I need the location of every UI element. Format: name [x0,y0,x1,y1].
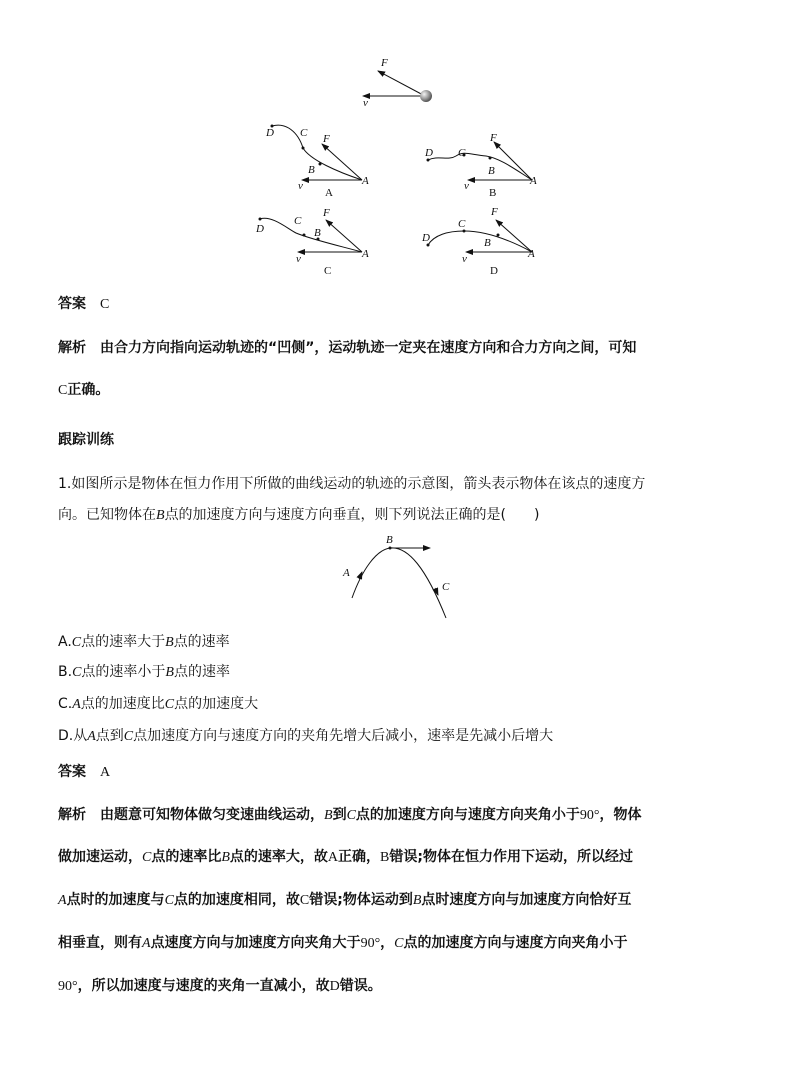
answer-value: A [100,765,111,780]
option-diagram-b [420,128,550,200]
trajectory [260,218,362,252]
point-b: B [386,534,393,546]
answer-label: 答案 [58,296,86,312]
point-a: A [343,567,350,579]
panel-caption: A [325,187,333,198]
force-label: F [490,132,497,144]
trajectory [352,548,446,618]
point-d: D [425,147,433,159]
analysis-2-line-2: 做加速运动，C点的速率比B点的速率大，故A正确，B错误;物体在恒力作用下运动，所以经过 [58,849,633,865]
panel-caption: C [324,265,332,277]
velocity-label: v [462,253,467,265]
option-b: B.C点的速率小于B点的速率 [58,664,230,680]
force-arrow [378,71,425,96]
point-d: D [266,127,274,139]
force-label: F [491,206,498,218]
section-title: 跟踪训练 [58,432,114,448]
point-c: C [294,215,302,227]
force-arrow [496,220,532,252]
trajectory-diagram [338,532,458,624]
velocity-label: v [298,180,303,192]
ball-force-diagram [355,55,445,110]
option-diagram-c [252,205,378,279]
force-arrow [322,144,362,180]
point-a: A [362,248,369,260]
panel-caption: B [489,187,497,199]
point-d: D [422,232,430,244]
option-diagram-a [258,118,378,198]
point-a: A [530,175,537,187]
trajectory [428,153,532,180]
trajectory [428,231,532,252]
point-b: B [314,227,321,239]
velocity-label: v [363,97,368,109]
answer-2 [58,762,110,783]
point-a: A [362,175,369,187]
analysis-2-line-1: 解析 由题意可知物体做匀变速曲线运动，B到C点的加速度方向与速度方向夹角小于90°，物体 [58,807,642,823]
force-label: F [381,57,388,69]
analysis-1-line-2: C正确。 [58,382,110,398]
velocity-label: v [296,253,301,265]
option-c: C.A点的加速度比C点的加速度大 [58,696,259,712]
analysis-label: 解析 [58,340,86,356]
point-d: D [256,223,264,235]
analysis-2-line-3: A点时的加速度与C点的加速度相同，故C错误;物体运动到B点时速度方向与加速度方向恰好互 [58,892,632,908]
option-diagram-d [418,205,544,279]
point-b: B [484,237,491,249]
option-d: D.从A点到C点加速度方向与速度方向的夹角先增大后减小，速率是先减小后增大 [58,728,554,744]
point-c: C [458,218,466,230]
point-a: A [528,248,535,260]
analysis-label: 解析 [58,807,86,823]
point-c: C [442,581,450,593]
analysis-2-line-4: 相垂直，则有A点速度方向与加速度方向夹角大于90°，C点的加速度方向与速度方向夹角小于 [58,935,628,951]
force-label: F [323,133,330,145]
answer-1 [58,294,109,315]
question-line-1: 1.如图所示是物体在恒力作用下所做的曲线运动的轨迹的示意图，箭头表示物体在该点的速度方 [58,476,646,492]
answer-label: 答案 [58,764,86,780]
velocity-label: v [464,180,469,192]
point-b: B [308,164,315,176]
analysis-1-line-1: 解析 由合力方向指向运动轨迹的“凹侧”，运动轨迹一定夹在速度方向和合力方向之间，可知 [58,340,637,356]
point-c: C [458,147,466,159]
point-c: C [300,127,308,139]
analysis-2-line-5: 90°，所以加速度与速度的夹角一直减小，故D错误。 [58,978,382,994]
trajectory [272,125,362,180]
panel-caption: D [490,265,498,277]
force-label: F [323,207,330,219]
question-line-2: 向。已知物体在B点的加速度方向与速度方向垂直，则下列说法正确的是( ) [58,507,540,523]
option-a: A.C点的速率大于B点的速率 [58,634,230,650]
ball [420,90,432,102]
answer-value: C [100,297,110,312]
point-b: B [488,165,495,177]
